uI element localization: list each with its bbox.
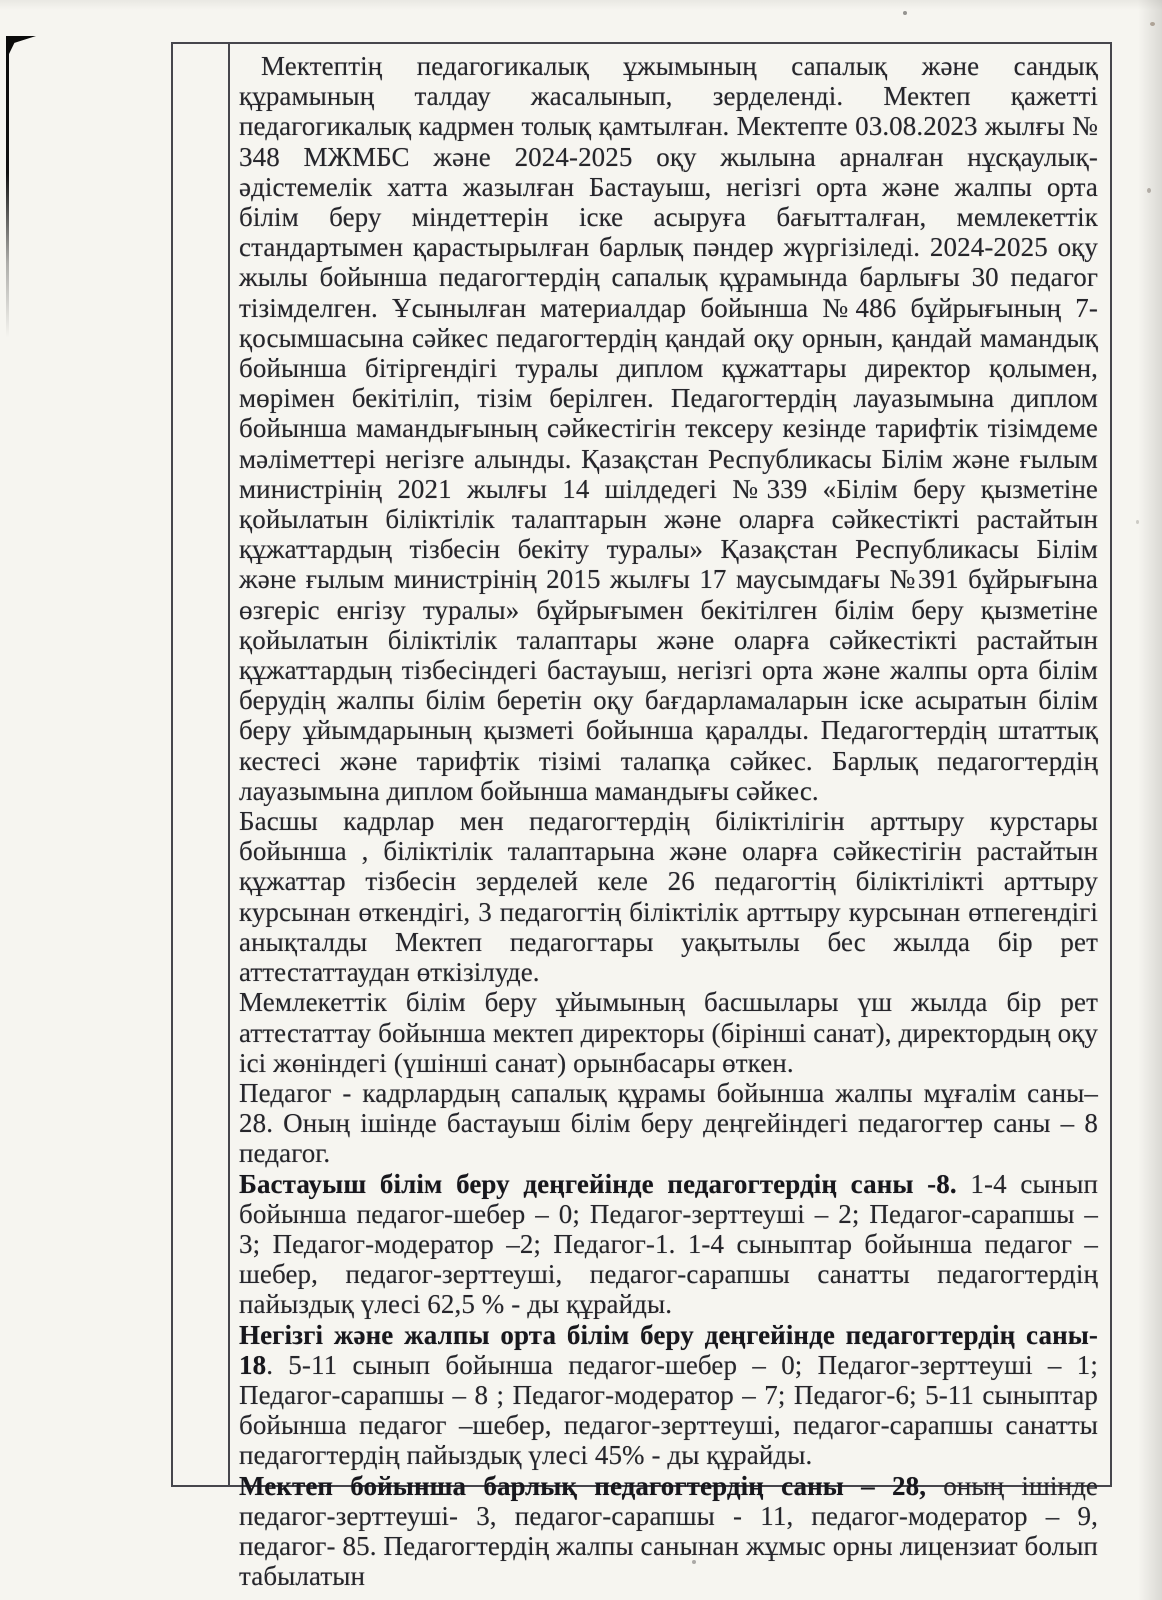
paragraph-segment: Педагог - кадрлардың сапалық құрамы бойынша жалпы мұғалім саны–28. Оның ішінде бастауыш білім беру деңгейіндегі педагогтер саны – 8 педагог. xyxy=(239,1077,1098,1169)
paragraph xyxy=(239,987,1098,1078)
scan-speck xyxy=(1150,22,1155,26)
scan-edge-shading-top xyxy=(0,0,1162,10)
document-table xyxy=(171,42,1112,1592)
paragraph-bold-segment: Негізгі және жалпы орта білім беру деңгейінде педагогтердің саны- 18 xyxy=(239,1319,1098,1380)
paragraph-segment: Мектептің педагогикалық ұжымының сапалық және сандық құрамының талдау жасалынып, зерделенді. Мектеп қажетті педагогикалық кадрмен толық қамтылған. Мектепте 03.08.2023 жылғы № 348 МЖМБС және 2024-2025 оқу жылына арналған нұсқаулық-әдістемелік хатта жазылған Бастауыш, негізгі орта және жалпы орта білім беру міндеттерін іске асыруға бағытталған, мемлекеттік стандартымен қарастырылған барлық пәндер жүргізіледі. 2024-2025 оқу жылы бойынша педагогтердің сапалық құрамында барлығы 30 педагог тізімделген. Ұсынылған материалдар бойынша №486 бұйрығының 7-қосымшасына сәйкес педагогтердің қандай оқу орнын, қандай мамандық бойынша бітіргендігі туралы диплом құжаттары директор қолымен, мөрімен бекітіліп, тізім берілген. Педагогтердің лауазымына диплом бойынша мамандығының сәйкестігін тексеру кезінде тарифтік тізімдеме мәліметтері негізге алынды. Қазақстан Республикасы Білім және ғылым министрінің 2021 жылғы 14 шілдедегі №339 «Білім беру қызметіне қойылатын біліктілік талаптарын және оларға сәйкестікті растайтын құжаттардың тізбесін бекіту туралы» Қазақстан Республикасы Білім және ғылым министрінің 2015 жылғы 17 маусымдағы №391 бұйрығына өзгеріс енгізу туралы» бұйрығымен бекітілген білім беру қызметіне қойылатын біліктілік талаптары және оларға сәйкестікті растайтын құжаттардың тізбесіндегі бастауыш, негізгі орта және жалпы орта білім берудің жалпы білім беретін оқу бағдарламаларын іске асыратын білім беру ұйымдарының қызметі бойынша қаралды. Педагогтердің штаттық кестесі және тарифтік тізімі талапқа сәйкес. Барлық педагогтердің лауазымына диплом бойынша мамандығы сәйкес. xyxy=(239,51,1098,806)
paragraph xyxy=(239,806,1098,987)
paragraph-bold-segment: Мектеп бойынша барлық педагогтердің саны – 28, xyxy=(239,1470,927,1501)
table-number-column xyxy=(173,44,230,1485)
paragraph-segment: . 5-11 сынып бойынша педагог-шебер – 0; Педагог-зерттеуші – 1; Педагог-сарапшы – 8 ; Педагог-модератор – 7; Педагог-6; 5-11 сыныптар бойынша педагог –шебер, педагог-зерттеуші, педагог-сарапшы санатты педагогтердің пайыздық үлесі 45% - ды құрайды. xyxy=(239,1349,1098,1471)
scan-speck xyxy=(1147,188,1151,193)
scan-artifact-corner-mark xyxy=(6,36,36,54)
scan-speck xyxy=(903,11,907,15)
paragraph-segment: Басшы кадрлар мен педагогтердің біліктілігін арттыру курстары бойынша , біліктілік талаптарына және оларға сәйкестігін растайтын құжаттар тізбесін зерделей келе 26 педагогтің біліктілікті арттыру курсынан өткендігі, 3 педагогтің біліктілік арттыру курсынан өтпегендігі анықталды Мектеп педагогтары уақытылы бес жылда бір рет аттестаттаудан өткізілуде. xyxy=(239,806,1098,988)
paragraph xyxy=(239,1320,1098,1471)
paragraph-segment: оның ішінде педагог-зерттеуші- 3, педагог-сарапшы - 11, педагог-модератор – 9, педагог- 85. Педагогтердің жалпы санынан жұмыс орны лицензиат болып табылатын xyxy=(239,1470,1098,1592)
paragraph-segment: Мемлекеттік білім беру ұйымының басшылары үш жылда бір рет аттестаттау бойынша мектеп директоры (бірінші санат), директордың оқу ісі жөніндегі (үшінші санат) орынбасары өткен. xyxy=(239,987,1098,1078)
paragraph xyxy=(239,1471,1098,1592)
paragraph xyxy=(239,51,1098,806)
document-text xyxy=(239,51,1098,1591)
paragraph xyxy=(239,1078,1098,1169)
scan-edge-shading-right xyxy=(1138,0,1162,1600)
scan-artifact-left-line xyxy=(6,38,9,338)
scan-speck xyxy=(1136,520,1139,524)
paragraph-segment: 1-4 сынып бойынша педагог-шебер – 0; Педагог-зерттеуші – 2; Педагог-сарапшы – 3; Педагог-модератор –2; Педагог-1. 1-4 сыныптар бойынша педагог –шебер, педагог-зерттеуші, педагог-сарапшы санатты педагогтердің пайыздық үлесі 62,5 % - ды құрайды. xyxy=(239,1168,1098,1320)
table-text-cell xyxy=(230,44,1110,1592)
paragraph xyxy=(239,1169,1098,1320)
paragraph-bold-segment: Бастауыш білім беру деңгейінде педагогтердің саны -8. xyxy=(239,1168,957,1199)
